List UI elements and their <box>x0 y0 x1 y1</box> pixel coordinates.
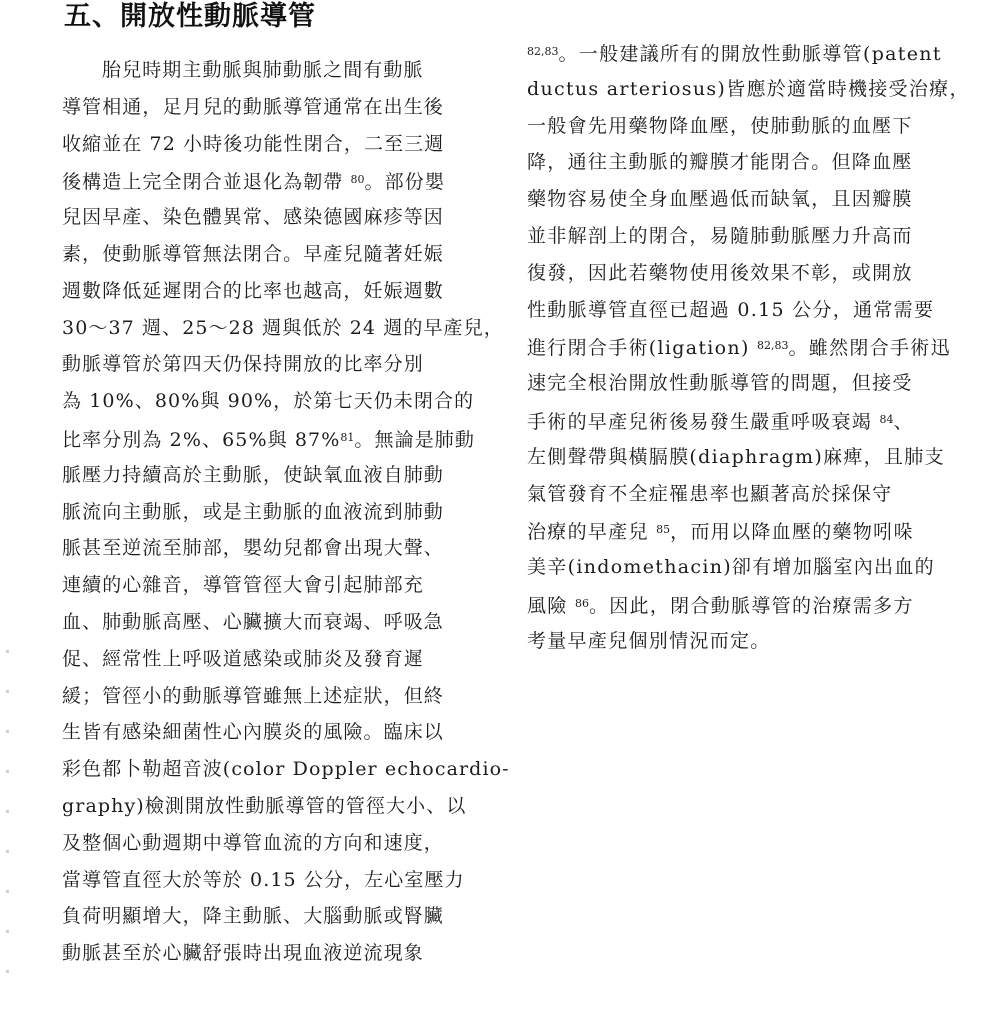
text-segment: 促、經常性上呼吸道感染或肺炎及發育遲 <box>62 647 424 670</box>
right-column-line <box>527 71 982 108</box>
text-segment: 降，通往主動脈的瓣膜才能閉合。但降血壓 <box>527 151 913 174</box>
text-segment: 氣管發育不全症罹患率也顯著高於採保守 <box>527 482 893 505</box>
text-segment: 速完全根治開放性動脈導管的問題，但接受 <box>527 372 913 395</box>
text-segment: 。一般建議所有的開放性動脈導管(patent <box>558 43 942 65</box>
text-segment: 導管相通，足月兒的動脈導管通常在出生後 <box>62 95 444 118</box>
left-column-line <box>62 89 472 126</box>
right-column-line <box>527 292 982 329</box>
text-segment: 脈流向主動脈，或是主動脈的血液流到肺動 <box>62 500 444 523</box>
right-column-line <box>527 144 982 181</box>
left-column-line <box>62 52 472 89</box>
right-column <box>527 34 982 660</box>
left-column-line <box>62 494 472 531</box>
reference-superscript: 81 <box>340 430 355 444</box>
right-column-line <box>527 328 982 365</box>
left-column-line <box>62 126 472 163</box>
left-column-line <box>62 825 472 862</box>
text-segment: 及整個心動週期中導管血流的方向和速度， <box>62 831 444 854</box>
left-column-line <box>62 567 472 604</box>
left-column-line <box>62 862 472 899</box>
right-column-line <box>527 549 982 586</box>
text-segment: 復發，因此若藥物使用後效果不彰，或開放 <box>527 261 913 284</box>
text-segment: 後構造上完全閉合並退化為韌帶 <box>62 171 351 194</box>
text-segment: 連續的心雜音，導管管徑大會引起肺部充 <box>62 574 424 597</box>
left-column-line <box>62 162 472 199</box>
left-column-line <box>62 898 472 935</box>
text-segment: 治療的早產兒 <box>527 521 657 544</box>
text-segment: ，而用以降血壓的藥物吲哚 <box>670 521 914 544</box>
text-segment: 考量早產兒個別情況而定。 <box>527 629 771 652</box>
scan-gutter-marks <box>6 650 9 1010</box>
text-segment: 緩；管徑小的動脈導管雖無上述症狀，但終 <box>62 684 444 707</box>
text-segment: 。部份嬰 <box>364 171 445 194</box>
left-column-line <box>62 641 472 678</box>
left-column-line <box>62 273 472 310</box>
right-column-line <box>527 218 982 255</box>
text-segment: 手術的早產兒術後易發生嚴重呼吸衰竭 <box>527 410 880 433</box>
text-segment: 、 <box>893 410 914 433</box>
right-column-line <box>527 181 982 218</box>
text-segment: 素，使動脈導管無法閉合。早產兒隨著妊娠 <box>62 242 444 265</box>
left-column-line <box>62 604 472 641</box>
right-column-line <box>527 108 982 145</box>
left-column-line <box>62 310 504 347</box>
text-segment: 。雖然閉合手術迅 <box>788 337 951 360</box>
right-column-line <box>527 34 982 71</box>
left-column-line <box>62 457 472 494</box>
reference-superscript: 82,83 <box>527 45 559 58</box>
left-column-line <box>62 199 472 236</box>
left-column-line <box>62 236 472 273</box>
text-segment: 並非解剖上的閉合，易隨肺動脈壓力升高而 <box>527 224 913 247</box>
text-segment: 彩色都卜勒超音波(color Doppler echocardio- <box>62 758 510 781</box>
text-segment: 動脈甚至於心臟舒張時出現血液逆流現象 <box>62 942 424 965</box>
text-segment: graphy)檢測開放性動脈導管的管徑大小、以 <box>62 794 467 817</box>
left-column <box>62 52 510 972</box>
text-segment: 脈甚至逆流至肺部，嬰幼兒都會出現大聲、 <box>62 537 444 560</box>
text-segment: 進行閉合手術(ligation) <box>527 337 757 360</box>
text-segment: 一般會先用藥物降血壓，使肺動脈的血壓下 <box>527 114 913 137</box>
left-column-line <box>62 530 472 567</box>
right-column-line <box>527 623 982 660</box>
right-column-line <box>527 365 982 402</box>
left-column-line <box>62 714 472 751</box>
text-segment: 脈壓力持續高於主動脈，使缺氧血液自肺動 <box>62 463 444 486</box>
text-segment: 。無論是肺動 <box>354 428 475 451</box>
reference-superscript: 86 <box>574 596 589 610</box>
text-segment: 收縮並在 72 小時後功能性閉合，二至三週 <box>62 132 445 155</box>
text-segment: 為 10%、80%與 90%，於第七天仍未閉合的 <box>62 390 475 413</box>
text-segment: 美辛(indomethacin)卻有增加腦室內出血的 <box>527 556 935 579</box>
left-column-line <box>62 420 475 457</box>
text-segment: 負荷明顯增大，降主動脈、大腦動脈或腎臟 <box>62 905 444 928</box>
text-segment: 藥物容易使全身血壓過低而缺氧，且因瓣膜 <box>527 188 913 211</box>
text-segment: 當導管直徑大於等於 0.15 公分，左心室壓力 <box>62 868 465 891</box>
left-column-line <box>62 383 475 420</box>
right-column-line <box>527 586 982 623</box>
reference-superscript: 80 <box>350 173 365 187</box>
reference-superscript: 84 <box>879 412 894 426</box>
text-segment: 血、肺動脈高壓、心臟擴大而衰竭、呼吸急 <box>62 610 444 633</box>
text-segment: 動脈導管於第四天仍保持開放的比率分別 <box>62 353 424 376</box>
right-column-line <box>527 439 982 476</box>
left-column-line <box>62 678 472 715</box>
left-column-line <box>62 935 472 972</box>
section-heading: 五、開放性動脈導管 <box>64 1 316 32</box>
reference-superscript: 82,83 <box>757 339 789 353</box>
text-segment: 。因此，閉合動脈導管的治療需多方 <box>588 594 914 617</box>
text-segment: 胎兒時期主動脈與肺動脈之間有動脈 <box>102 59 424 81</box>
left-column-line <box>62 788 472 825</box>
right-column-line <box>527 512 982 549</box>
text-segment: 生皆有感染細菌性心內膜炎的風險。臨床以 <box>62 721 444 744</box>
left-column-line <box>62 346 472 383</box>
right-column-line <box>527 255 982 292</box>
text-segment: 30～37 週、25～28 週與低於 24 週的早產兒， <box>62 316 504 339</box>
right-column-line <box>527 402 982 439</box>
text-segment: 風險 <box>527 594 575 617</box>
text-segment: 性動脈導管直徑已超過 0.15 公分，通常需要 <box>527 298 935 321</box>
text-segment: ductus arteriosus)皆應於適當時機接受治療， <box>527 77 970 100</box>
right-column-line <box>527 476 982 513</box>
text-segment: 兒因早產、染色體異常、感染德國麻疹等因 <box>62 206 444 229</box>
left-column-line <box>62 751 510 788</box>
text-segment: 週數降低延遲閉合的比率也越高，妊娠週數 <box>62 279 444 302</box>
text-segment: 比率分別為 2%、65%與 87% <box>62 428 341 451</box>
reference-superscript: 85 <box>656 523 671 537</box>
text-segment: 左側聲帶與橫膈膜(diaphragm)麻痺，且肺支 <box>527 445 945 468</box>
